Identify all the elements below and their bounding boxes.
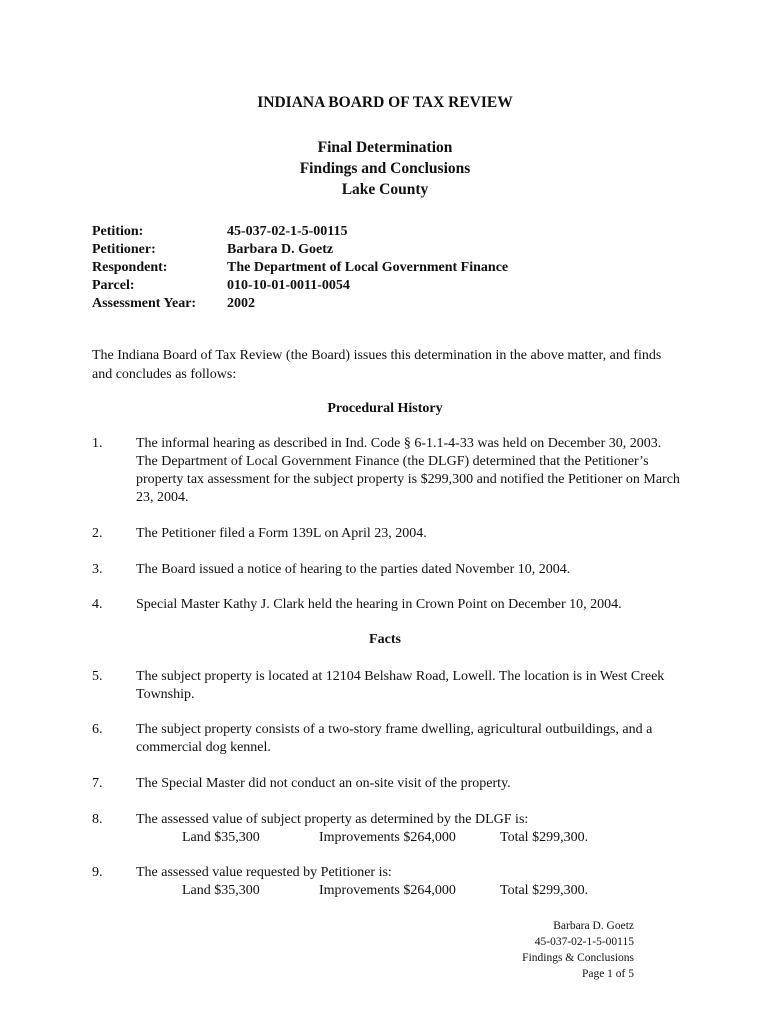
item-number: 7. bbox=[92, 776, 103, 791]
meta-label: Petition: bbox=[92, 224, 144, 239]
item-text: The Petitioner filed a Form 139L on April 23, 2004. bbox=[136, 526, 427, 541]
finding-item bbox=[92, 561, 682, 579]
item-number: 6. bbox=[92, 722, 103, 737]
meta-row-parcel bbox=[92, 277, 508, 295]
improvements-value: Improvements $264,000 bbox=[319, 883, 456, 898]
land-value: Land $35,300 bbox=[182, 883, 260, 898]
item-text: The Special Master did not conduct an on-site visit of the property. bbox=[136, 776, 511, 791]
meta-row-assessment-year bbox=[92, 295, 508, 313]
finding-item bbox=[92, 435, 682, 507]
item-text: The informal hearing as described in Ind. Code § 6-1.1-4-33 was held on December 30, 2003. The Department of Local Government Finance (the DLGF) determined that the Petitioner’s property tax assessment for the subject property is $299,300 and notified the Petitioner on March 23, 2004. bbox=[136, 436, 680, 505]
meta-value: The Department of Local Government Finance bbox=[227, 260, 509, 275]
meta-row-respondent bbox=[92, 259, 508, 277]
item-text: The Board issued a notice of hearing to the parties dated November 10, 2004. bbox=[136, 562, 571, 577]
item-text: The subject property consists of a two-story frame dwelling, agricultural outbuildings, and a commercial dog kennel. bbox=[136, 722, 653, 755]
finding-item bbox=[92, 864, 682, 900]
intro-paragraph: The Indiana Board of Tax Review (the Board) issues this determination in the above matter, and finds and concludes as follows: bbox=[92, 348, 662, 382]
meta-value: 010-10-01-0011-0054 bbox=[227, 278, 350, 293]
footer-line: 45-037-02-1-5-00115 bbox=[534, 936, 634, 948]
item-text: The assessed value requested by Petitioner is: bbox=[136, 865, 392, 880]
improvements-value: Improvements $264,000 bbox=[319, 830, 456, 845]
agency-heading: INDIANA BOARD OF TAX REVIEW bbox=[257, 94, 513, 111]
meta-row-petitioner bbox=[92, 241, 508, 259]
finding-item bbox=[92, 721, 682, 757]
item-body bbox=[136, 811, 682, 847]
land-value: Land $35,300 bbox=[182, 830, 260, 845]
item-number: 8. bbox=[92, 812, 103, 827]
item-number: 5. bbox=[92, 669, 103, 684]
meta-label: Parcel: bbox=[92, 278, 135, 293]
page-footer bbox=[522, 918, 634, 982]
item-text: The assessed value of subject property as determined by the DLGF is: bbox=[136, 812, 529, 827]
title-line: Findings and Conclusions bbox=[299, 160, 471, 177]
item-text: The subject property is located at 12104 Belshaw Road, Lowell. The location is in West Creek Township. bbox=[136, 669, 665, 702]
meta-value: 45-037-02-1-5-00115 bbox=[227, 224, 348, 239]
assessment-values bbox=[182, 829, 682, 847]
total-value: Total $299,300. bbox=[500, 830, 589, 845]
document-title bbox=[0, 137, 770, 200]
item-text: Special Master Kathy J. Clark held the hearing in Crown Point on December 10, 2004. bbox=[136, 597, 622, 612]
item-number: 9. bbox=[92, 865, 103, 880]
footer-line: Barbara D. Goetz bbox=[553, 920, 634, 932]
meta-label: Respondent: bbox=[92, 260, 168, 275]
finding-item bbox=[92, 596, 682, 614]
footer-line: Findings & Conclusions bbox=[522, 952, 634, 964]
meta-row-petition bbox=[92, 223, 508, 241]
total-value: Total $299,300. bbox=[500, 883, 589, 898]
section-heading-facts: Facts bbox=[369, 632, 401, 647]
meta-label: Assessment Year: bbox=[92, 296, 197, 311]
item-number: 2. bbox=[92, 526, 103, 541]
item-number: 4. bbox=[92, 597, 103, 612]
case-metadata bbox=[92, 223, 508, 313]
finding-item bbox=[92, 811, 682, 847]
meta-label: Petitioner: bbox=[92, 242, 156, 257]
item-body bbox=[136, 864, 682, 900]
item-number: 1. bbox=[92, 436, 103, 451]
footer-page-number: Page 1 of 5 bbox=[581, 968, 634, 980]
finding-item bbox=[92, 775, 682, 793]
meta-value: 2002 bbox=[227, 296, 255, 311]
meta-value: Barbara D. Goetz bbox=[227, 242, 334, 257]
item-number: 3. bbox=[92, 562, 103, 577]
title-line: Lake County bbox=[341, 181, 429, 198]
assessment-values bbox=[182, 882, 682, 900]
finding-item bbox=[92, 525, 682, 543]
section-heading-procedural-history: Procedural History bbox=[327, 401, 443, 416]
finding-item bbox=[92, 668, 682, 704]
title-line: Final Determination bbox=[317, 139, 453, 156]
